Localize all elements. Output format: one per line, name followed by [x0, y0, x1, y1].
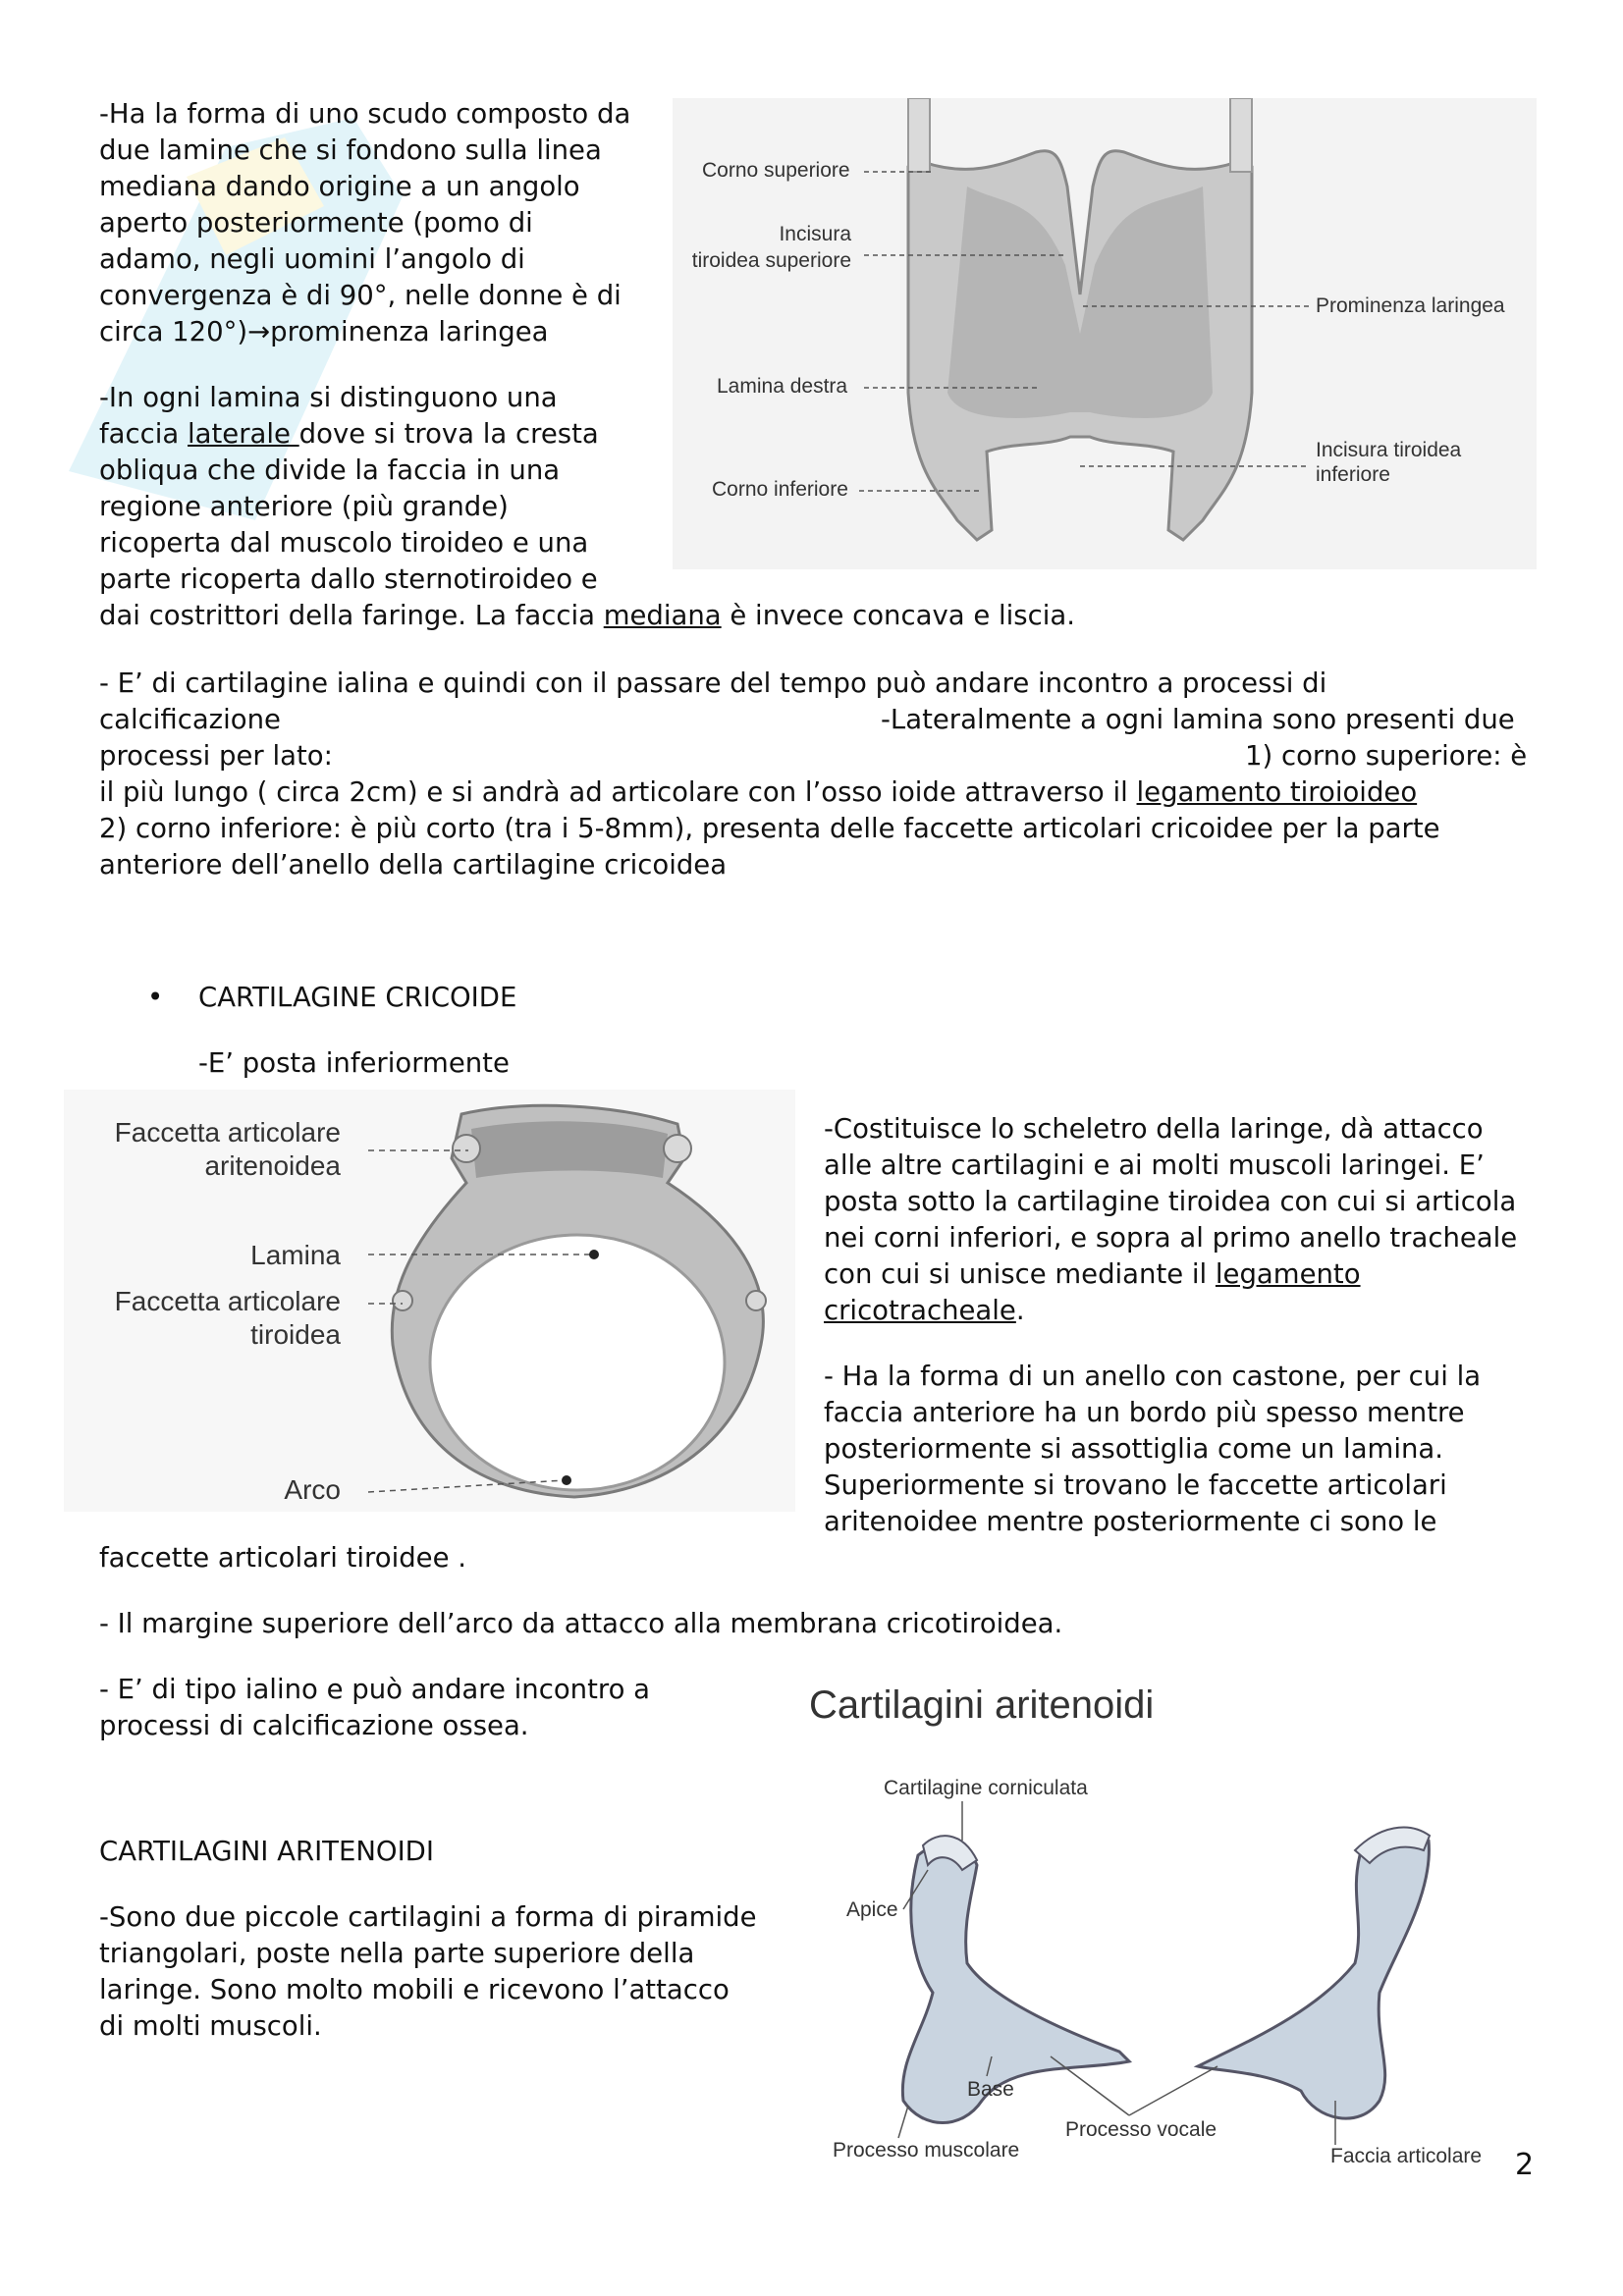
figure-title-aritenoidi: Cartilagini aritenoidi — [809, 1683, 1155, 1727]
ialina-line: - E’ di cartilagine ialina e quindi con il passare del tempo può andare incontro a processi di — [99, 667, 1327, 699]
label-lamina-destra: Lamina destra — [717, 375, 848, 398]
cricoid-right-line: nei corni inferiori, e sopra al primo anello tracheale — [824, 1222, 1518, 1254]
underlined-term: legamento — [1215, 1258, 1361, 1290]
underlined-term: mediana — [603, 600, 722, 631]
arytenoid-cartilages-figure — [805, 1669, 1512, 2179]
cricoid-right-line: -Costituisce lo scheletro della laringe, dà attacco — [824, 1113, 1484, 1145]
cricoid-tail: faccette articolari tiroidee . — [99, 1542, 466, 1574]
lamina-line: ricoperta dal muscolo tiroideo e una — [99, 527, 589, 559]
underlined-term: legamento tiroioideo — [1136, 776, 1418, 808]
label-incisura-sup: tiroidea superiore — [691, 249, 851, 272]
label-base: Base — [967, 2078, 1014, 2101]
page-number: 2 — [1515, 2148, 1535, 2182]
cricoid-right-line: faccia anteriore ha un bordo più spesso mentre — [824, 1397, 1465, 1428]
label-processo-vocale: Processo vocale — [1065, 2118, 1217, 2141]
label-incisura-sup: Incisura — [779, 223, 851, 245]
lamina-line: -In ogni lamina si distinguono una — [99, 382, 558, 413]
ialina-line: -Lateralmente a ogni lamina sono presenti due — [881, 704, 1515, 735]
label-corniculata: Cartilagine corniculata — [884, 1777, 1088, 1799]
thyroid-cartilage-figure — [673, 98, 1537, 569]
label-processo-muscolare: Processo muscolare — [833, 2139, 1020, 2162]
ialina-line: il più lungo ( circa 2cm) e si andrà ad articolare con l’osso ioide attraverso il legamento tiroioideo — [99, 776, 1418, 808]
right-arytenoid-shape — [1198, 1833, 1429, 2119]
label-lamina: Lamina — [250, 1240, 341, 1270]
underlined-term: laterale — [188, 418, 299, 450]
cricoid-right-line: posta sotto la cartilagine tiroidea con cui si articola — [824, 1186, 1517, 1217]
thyroid-intro-line: mediana dando origine a un angolo — [99, 171, 580, 202]
arytenoid-line: laringe. Sono molto mobili e ricevono l’attacco — [99, 1974, 730, 2005]
ialina-line: 2) corno inferiore: è più corto (tra i 5-8mm), presenta delle faccette articolari cricoidee per la parte — [99, 813, 1440, 844]
label-faccetta-tiroidea: Faccetta articolare — [114, 1286, 341, 1316]
cricoid-right-line: con cui si unisce mediante il legamento — [824, 1258, 1361, 1290]
label-corno-inferiore: Corno inferiore — [712, 478, 848, 501]
section-heading-cricoide: CARTILAGINE CRICOIDE — [198, 982, 517, 1013]
label-faccetta-tiroidea: tiroidea — [250, 1319, 341, 1350]
lamina-line: regione anteriore (più grande) — [99, 491, 509, 522]
cricoid-right-line: alle altre cartilagini e ai molti muscoli laringei. E’ — [824, 1149, 1485, 1181]
section-heading-aritenoidi: CARTILAGINI ARITENOIDI — [99, 1836, 434, 1867]
thyroid-intro-line: circa 120°)→prominenza laringea — [99, 316, 549, 347]
cricoid-margine: - Il margine superiore dell’arco da attacco alla membrana cricotiroidea. — [99, 1608, 1063, 1639]
bullet: • — [147, 982, 164, 1013]
arytenoid-line: di molti muscoli. — [99, 2010, 322, 2042]
thyroid-intro-line: -Ha la forma di uno scudo composto da — [99, 98, 631, 130]
label-faccia-articolare: Faccia articolare — [1330, 2145, 1483, 2167]
thyroid-intro-line: convergenza è di 90°, nelle donne è di — [99, 280, 622, 311]
cricoid-right-line: - Ha la forma di un anello con castone, per cui la — [824, 1361, 1482, 1392]
lamina-line: obliqua che divide la faccia in una — [99, 454, 561, 486]
cricoid-ialino: - E’ di tipo ialino e può andare incontro a — [99, 1674, 650, 1705]
arytenoid-line: triangolari, poste nella parte superiore della — [99, 1938, 695, 1969]
cricoid-ialino: processi di calcificazione ossea. — [99, 1710, 529, 1741]
ialina-line: anteriore dell’anello della cartilagine cricoidea — [99, 849, 728, 881]
cricoid-cartilage-figure — [64, 1090, 795, 1512]
cricoid-subline: -E’ posta inferiormente — [198, 1047, 510, 1079]
left-arytenoid-shape — [902, 1843, 1129, 2123]
ialina-line: processi per lato: — [99, 740, 333, 772]
cricoid-right-line: Superiormente si trovano le faccette articolari — [824, 1469, 1447, 1501]
cricoid-right-line: posteriormente si assottiglia come un lamina. — [824, 1433, 1443, 1465]
thyroid-intro-line: aperto posteriormente (pomo di — [99, 207, 533, 239]
lamina-line: dai costrittori della faringe. La faccia mediana è invece concava e liscia. — [99, 600, 1075, 631]
thyroid-intro-line: due lamine che si fondono sulla linea — [99, 134, 602, 166]
cricoid-right-line: aritenoidee mentre posteriormente ci sono le — [824, 1506, 1437, 1537]
label-arco: Arco — [284, 1474, 341, 1505]
label-incisura-inf: Incisura tiroidea — [1316, 439, 1462, 461]
label-incisura-inf: inferiore — [1316, 463, 1390, 486]
label-apice: Apice — [846, 1898, 898, 1921]
label-corno-superiore: Corno superiore — [702, 159, 850, 182]
lamina-line: faccia laterale dove si trova la cresta — [99, 418, 599, 450]
label-prominenza: Prominenza laringea — [1316, 294, 1505, 317]
thyroid-intro-line: adamo, negli uomini l’angolo di — [99, 243, 525, 275]
ialina-line: 1) corno superiore: è — [1245, 740, 1528, 772]
arytenoid-line: -Sono due piccole cartilagini a forma di piramide — [99, 1901, 757, 1933]
lamina-line: parte ricoperta dallo sternotiroideo e — [99, 563, 598, 595]
label-faccetta-aritenoidea: aritenoidea — [204, 1150, 341, 1181]
label-faccetta-aritenoidea: Faccetta articolare — [114, 1117, 341, 1148]
cricoid-right-line: cricotracheale. — [824, 1295, 1025, 1326]
ialina-line: calcificazione — [99, 704, 281, 735]
underlined-term: cricotracheale — [824, 1295, 1016, 1326]
